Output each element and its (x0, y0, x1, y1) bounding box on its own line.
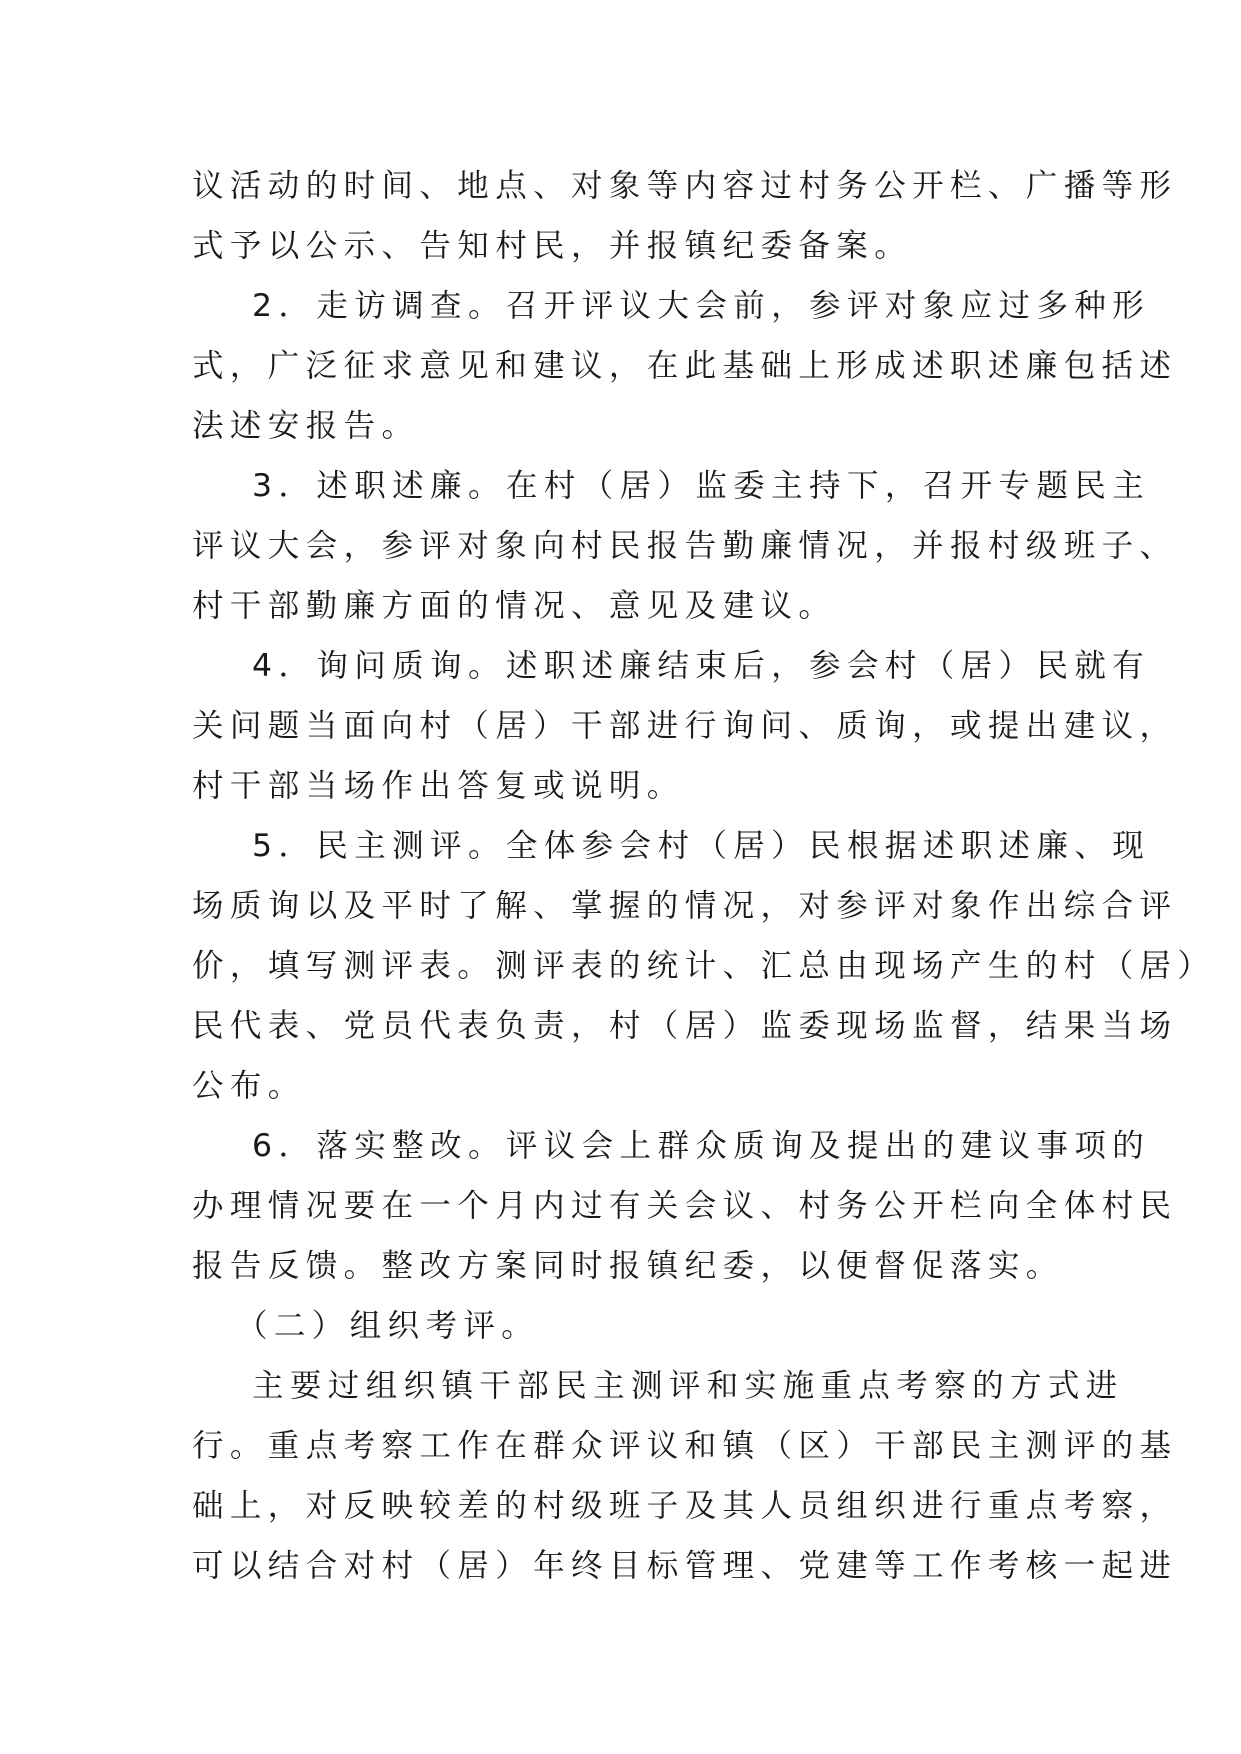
document-body (192, 156, 1216, 1596)
paragraph-item-6-start: 6．落实整改。评议会上群众质询及提出的建议事项的 (252, 1128, 1151, 1164)
text-line: 场质询以及平时了解、掌握的情况，对参评对象作出综合评 (192, 888, 1178, 924)
text-line: 公布。 (192, 1068, 306, 1104)
paragraph-item-2-start: 2．走访调查。召开评议大会前，参评对象应过多种形 (252, 288, 1151, 324)
paragraph-start: 主要过组织镇干部民主测评和实施重点考察的方式进 (252, 1368, 1124, 1404)
paragraph-item-5-start: 5．民主测评。全体参会村（居）民根据述职述廉、现 (252, 828, 1151, 864)
text-line: 行。重点考察工作在群众评议和镇（区）干部民主测评的基 (192, 1428, 1178, 1464)
text-line: 关问题当面向村（居）干部进行询问、质询，或提出建议， (192, 708, 1178, 744)
text-line: 评议大会，参评对象向村民报告勤廉情况，并报村级班子、 (192, 528, 1178, 564)
paragraph-item-3-start: 3．述职述廉。在村（居）监委主持下，召开专题民主 (252, 468, 1151, 504)
section-heading: （二）组织考评。 (236, 1308, 540, 1344)
text-line: 础上，对反映较差的村级班子及其人员组织进行重点考察， (192, 1488, 1178, 1524)
text-line: 式予以公示、告知村民，并报镇纪委备案。 (192, 228, 913, 264)
text-line: 报告反馈。整改方案同时报镇纪委，以便督促落实。 (192, 1248, 1064, 1284)
text-line: 可以结合对村（居）年终目标管理、党建等工作考核一起进 (192, 1548, 1178, 1584)
text-line: 式，广泛征求意见和建议，在此基础上形成述职述廉包括述 (192, 348, 1178, 384)
paragraph-item-4-start: 4．询问质询。述职述廉结束后，参会村（居）民就有 (252, 648, 1151, 684)
text-line: 价，填写测评表。测评表的统计、汇总由现场产生的村（居） (192, 948, 1216, 984)
text-line: 办理情况要在一个月内过有关会议、村务公开栏向全体村民 (192, 1188, 1178, 1224)
text-line: 法述安报告。 (192, 408, 420, 444)
text-line: 村干部当场作出答复或说明。 (192, 768, 685, 804)
text-line: 议活动的时间、地点、对象等内容过村务公开栏、广播等形 (192, 168, 1178, 204)
text-line: 村干部勤廉方面的情况、意见及建议。 (192, 588, 837, 624)
text-line: 民代表、党员代表负责，村（居）监委现场监督，结果当场 (192, 1008, 1178, 1044)
